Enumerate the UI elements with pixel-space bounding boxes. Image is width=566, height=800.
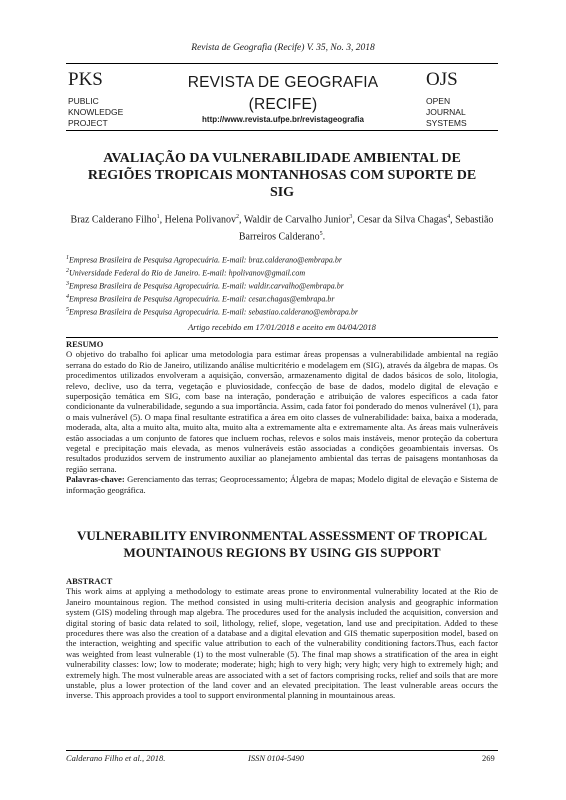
pks-line: KNOWLEDGE bbox=[68, 107, 124, 117]
pks-line: PROJECT bbox=[68, 118, 108, 128]
header-top-rule bbox=[66, 63, 498, 64]
affiliation-text: Universidade Federal do Rio de Janeiro. E-mail: hpolivanov@gmail.com bbox=[69, 268, 306, 278]
received-date: Artigo recebido em 17/01/2018 e aceito em 04/04/2018 bbox=[188, 322, 376, 332]
resumo-section bbox=[66, 339, 498, 495]
abstract-section bbox=[66, 576, 498, 701]
footer-rule bbox=[66, 750, 498, 751]
affiliation-item bbox=[66, 253, 358, 266]
abstract-heading: ABSTRACT bbox=[66, 576, 113, 586]
journal-url[interactable]: http://www.revista.ufpe.br/revistageografia bbox=[202, 115, 364, 124]
affiliation-sup: 3 bbox=[66, 281, 69, 288]
author-sup: 5 bbox=[319, 231, 323, 238]
affiliation-item bbox=[66, 292, 358, 305]
pks-logo: PKS bbox=[68, 69, 103, 90]
resumo-heading: RESUMO bbox=[66, 339, 104, 349]
footer-issn: ISSN 0104-5490 bbox=[248, 753, 304, 763]
author-list: Braz Calderano Filho$^1$, Helena Polivanov$^2$, Waldir de Carvalho Junior$^3$, Cesar da Silva Chagas$^4$, Sebastião Barreiros Calderano$^5$. bbox=[70, 214, 494, 243]
resumo-rule bbox=[66, 337, 498, 338]
author-sup: 4 bbox=[447, 214, 451, 220]
ojs-line: JOURNAL bbox=[426, 107, 466, 117]
affiliation-text: Empresa Brasileira de Pesquisa Agropecuária. E-mail: cesar.chagas@embrapa.br bbox=[69, 294, 335, 304]
affiliation-list bbox=[66, 253, 358, 318]
author-name: Helena Polivanov bbox=[164, 214, 237, 226]
title-line: AVALIAÇÃO DA VULNERABILIDADE AMBIENTAL DE bbox=[103, 151, 461, 166]
header-bottom-rule bbox=[66, 130, 498, 131]
author-name: Braz Calderano Filho bbox=[70, 214, 157, 226]
journal-title-line: (RECIFE) bbox=[248, 96, 318, 113]
keywords-label: Palavras-chave: bbox=[66, 474, 125, 485]
journal-running-header: Revista de Geografia (Recife) V. 35, No. 3, 2018 bbox=[191, 43, 375, 53]
title-line: MOUNTAINOUS REGIONS BY USING GIS SUPPORT bbox=[123, 545, 441, 560]
journal-title-line: REVISTA DE GEOGRAFIA bbox=[187, 74, 379, 91]
affiliation-item bbox=[66, 305, 358, 318]
affiliation-sup: 2 bbox=[66, 268, 69, 275]
author-sup: 2 bbox=[236, 214, 240, 220]
affiliation-sup: 5 bbox=[66, 307, 69, 314]
resumo-text: O objetivo do trabalho foi aplicar uma metodologia para estimar áreas propensas a vulnerabilidade ambiental na região serrana do estado do Rio de Janeiro, utilizando análise multicritério e modelagem em (SIG), através da álgebra de mapas. Os procedimentos utilizados envolveram a aquisição, conversão, armazenamento digital de dados básicos de solo, litologia, relevo, declive, uso da terra, vegetação e pluviosidade, confecção de base de dados, modelo digital de elevação e superposição temática em SIG, com base na interação, ponderação e atribuição de valores específicos a cada fator condicionante da vulnerabilidade, segundo a sua importância. Assim, cada fator foi ponderado do menos vulnerável (1), para o mais vulnerável (5). O mapa final resultante estratifica a área em oito classes de vulnerabilidade: baixa, baixa a moderada, moderada, alta, alta a muito alta, muito alta, muito alta a extremamente alta e extremamente alta. As áreas mais vulneráveis estão associadas a um conjunto de fatores que incluem rochas, relevos e solos mais instáveis, menor proteção da cobertura vegetal e precipitação mais elevada, as menos vulneráveis estão associadas a condições geoambientais inversas. Os resultados produzidos servem de instrumento auxiliar ao planejamento ambiental das terras de paisagens montanhosas da região serrana. bbox=[66, 349, 498, 474]
journal-title bbox=[160, 72, 406, 116]
author-sup: 1 bbox=[156, 214, 160, 220]
keywords bbox=[66, 474, 498, 495]
affiliation-text: Empresa Brasileira de Pesquisa Agropecuária. E-mail: waldir.carvalho@embrapa.br bbox=[69, 281, 344, 291]
affiliation-sup: 4 bbox=[66, 294, 69, 301]
title-line: VULNERABILITY ENVIRONMENTAL ASSESSMENT OF TROPICAL bbox=[76, 528, 488, 543]
affiliation-item bbox=[66, 279, 358, 292]
author-name: Waldir de Carvalho Junior bbox=[243, 214, 350, 226]
page-number: 269 bbox=[482, 753, 495, 763]
ojs-line: OPEN bbox=[426, 96, 451, 106]
article-title-en bbox=[66, 527, 498, 561]
abstract-text: This work aims at applying a methodology to estimate areas prone to environmental vulnerability located at the Rio de Janeiro mountainous region. The method consisted in using multi-criteria decision analysis and geographic information system (GIS) modeling through map algebra. The procedures used for the analysis included the acquisition, conversion and digital storing of basic data related to soil, lithology, relief, slope, vegetation, land use and precipitation. Added to these procedures there was also the creation of a database and a digital elevation and GIS thematic superposition model, based on the interaction, weighting and specific value attribution to each of the vulnerability conditioning factors.Thus, each factor was weighted from least vulnerable (1) to the most vulnerable (5). The final map shows a stratification of the area in eight vulnerability classes: low; low to moderate; moderate; high; high to very high; very high; very high to extremely high; and extremely high. The most vulnerable areas are associated with a set of factors comprising rocks, relief and soils that are more unstable, plus a lower protection of the land cover and an elevated precipitation. The least vulnerable areas occurs the inverse. This approach provides a tool to support environmental planning in mountainous areas. bbox=[66, 586, 498, 701]
title-line: SIG bbox=[269, 185, 295, 200]
author-sup: 3 bbox=[349, 214, 353, 220]
article-title-pt bbox=[66, 150, 498, 201]
author-name: Sebastião Barreiros Calderano bbox=[238, 214, 494, 243]
author-name: Cesar da Silva Chagas bbox=[357, 214, 448, 226]
pks-subtitle bbox=[68, 96, 123, 129]
ojs-logo: OJS bbox=[426, 69, 458, 90]
affiliation-item bbox=[66, 266, 358, 279]
ojs-line: SYSTEMS bbox=[426, 118, 467, 128]
ojs-subtitle bbox=[426, 96, 467, 129]
pks-line: PUBLIC bbox=[68, 96, 99, 106]
footer-author: Calderano Filho et al., 2018. bbox=[66, 753, 166, 763]
title-line: REGIÕES TROPICAIS MONTANHOSAS COM SUPORTE DE bbox=[87, 168, 477, 183]
affiliation-text: Empresa Brasileira de Pesquisa Agropecuária. E-mail: sebastiao.calderano@embrapa.br bbox=[69, 307, 359, 317]
affiliation-text: Empresa Brasileira de Pesquisa Agropecuária. E-mail: braz.calderano@embrapa.br bbox=[69, 255, 343, 265]
affiliation-sup: 1 bbox=[66, 255, 69, 261]
keywords-text: Gerenciamento das terras; Geoprocessamento; Álgebra de mapas; Modelo digital de elevação e Sistema de informação geográfica. bbox=[66, 474, 498, 495]
